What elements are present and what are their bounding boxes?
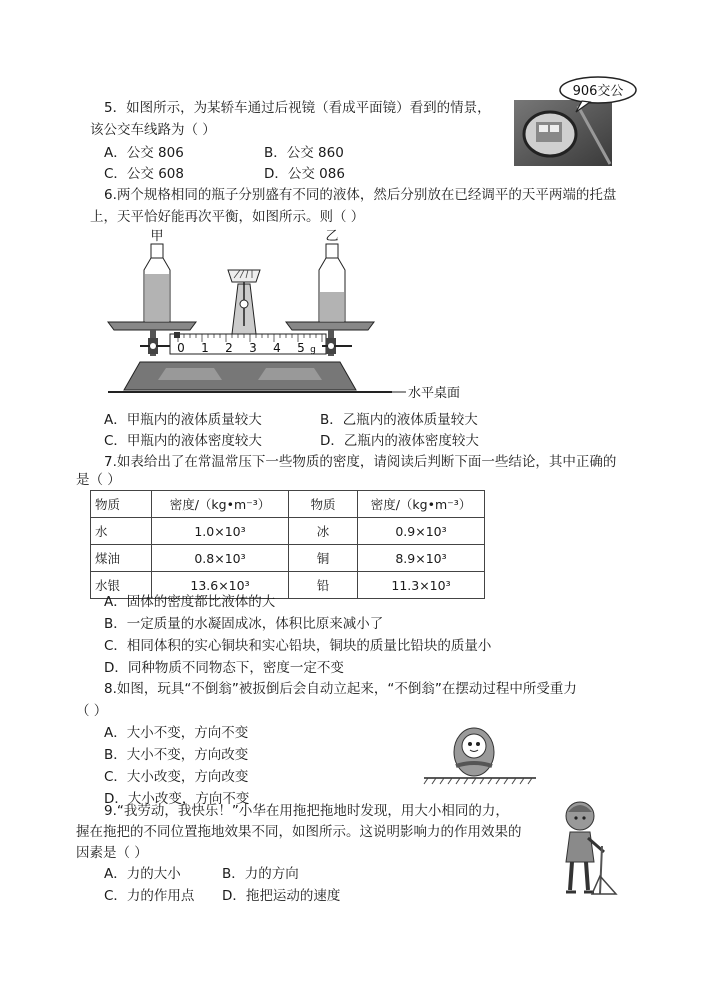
- scale-tick-3: 3: [249, 341, 257, 355]
- scale-tick-2: 2: [225, 341, 233, 355]
- q9-option-b[interactable]: B．力的方向: [222, 866, 299, 882]
- q5-stem-line1: 5．如图所示，为某轿车通过后视镜（看成平面镜）看到的情景，: [104, 100, 491, 116]
- table-cell: 水: [91, 518, 152, 545]
- rearview-mirror-figure: [512, 76, 638, 168]
- q8-stem-line1: 8.如图，玩具“不倒翁”被扳倒后会自动立起来，“不倒翁”在摆动过程中所受重力: [104, 681, 577, 697]
- header-cell: 密度/（kg•m⁻³）: [152, 491, 289, 518]
- q7-option-b[interactable]: B．一定质量的水凝固成冰，体积比原来减小了: [104, 616, 384, 632]
- q6-option-a[interactable]: A．甲瓶内的液体质量较大: [104, 412, 262, 428]
- table-row: [91, 545, 485, 572]
- table-cell: 铅: [289, 572, 358, 599]
- table-cell: 13.6×10³: [152, 572, 289, 599]
- bubble-text: 906交公: [572, 84, 624, 99]
- q9-stem-line1: 9.“我劳动，我快乐！”小华在用拖把拖地时发现，用大小相同的力，: [104, 803, 509, 819]
- q7-stem-line1: 7.如表给出了在常温常压下一些物质的密度，请阅读后判断下面一些结论，其中正确的: [104, 454, 617, 470]
- q5-option-a[interactable]: A．公交 806: [104, 145, 184, 161]
- q5-option-b[interactable]: B．公交 860: [264, 145, 344, 161]
- q6-option-b[interactable]: B．乙瓶内的液体质量较大: [320, 412, 478, 428]
- table-cell: 1.0×10³: [152, 518, 289, 545]
- q9-option-d[interactable]: D．拖把运动的速度: [222, 888, 341, 904]
- table-cell: 0.9×10³: [358, 518, 485, 545]
- table-cell: 冰: [289, 518, 358, 545]
- scale-tick-4: 4: [273, 341, 281, 355]
- table-cell: 8.9×10³: [358, 545, 485, 572]
- q9-stem-line2: 握在拖把的不同位置拖地效果不同，如图所示。这说明影响力的作用效果的: [76, 824, 522, 840]
- q6-option-d[interactable]: D．乙瓶内的液体密度较大: [320, 433, 479, 449]
- table-header-row: [91, 491, 485, 518]
- q7-stem-line2: 是（ ）: [76, 472, 121, 488]
- header-cell: 物质: [289, 491, 358, 518]
- header-cell: 密度/（kg•m⁻³）: [358, 491, 485, 518]
- bottle-left: [144, 244, 170, 322]
- mopping-girl-figure: [554, 798, 626, 902]
- q5-stem-line2: 该公交车线路为（ ）: [90, 122, 216, 138]
- q8-option-a[interactable]: A．大小不变，方向不变: [104, 725, 249, 741]
- scale-tick-0: 0: [177, 341, 185, 355]
- q7-option-c[interactable]: C．相同体积的实心铜块和实心铅块，铜块的质量比铅块的质量小: [104, 638, 492, 654]
- scale-tick-5: 5: [297, 341, 305, 355]
- table-surface-label: 水平桌面: [408, 386, 461, 401]
- density-table: [90, 490, 485, 599]
- table-cell: 水银: [91, 572, 152, 599]
- q7-option-a[interactable]: A．固体的密度都比液体的大: [104, 594, 276, 610]
- q5-option-c[interactable]: C．公交 608: [104, 166, 184, 182]
- q8-option-d[interactable]: D．大小改变，方向不变: [104, 791, 250, 807]
- table-row: [91, 518, 485, 545]
- q6-option-c[interactable]: C．甲瓶内的液体密度较大: [104, 433, 262, 449]
- tumbler-toy-figure: [420, 720, 540, 790]
- q9-stem-line3: 因素是（ ）: [76, 845, 148, 861]
- bottle-right-label: 乙: [325, 229, 339, 244]
- table-cell: 煤油: [91, 545, 152, 572]
- q8-option-b[interactable]: B．大小不变，方向改变: [104, 747, 249, 763]
- scale-tick-1: 1: [201, 341, 209, 355]
- table-cell: 11.3×10³: [358, 572, 485, 599]
- scale-unit: g: [310, 345, 316, 355]
- q9-option-a[interactable]: A．力的大小: [104, 866, 181, 882]
- q8-option-c[interactable]: C．大小改变，方向改变: [104, 769, 249, 785]
- bottle-left-label: 甲: [150, 229, 164, 244]
- q6-stem-line2: 上，天平恰好能再次平衡，如图所示。则（ ）: [90, 209, 365, 225]
- q9-option-c[interactable]: C．力的作用点: [104, 888, 195, 904]
- balance-figure: [100, 226, 480, 404]
- table-cell: 铜: [289, 545, 358, 572]
- table-cell: 0.8×10³: [152, 545, 289, 572]
- bottle-right: [319, 244, 345, 322]
- q5-option-d[interactable]: D．公交 086: [264, 166, 345, 182]
- header-cell: 物质: [91, 491, 152, 518]
- q8-stem-line2: （ ）: [76, 703, 108, 719]
- q7-option-d[interactable]: D．同种物质不同物态下，密度一定不变: [104, 660, 344, 676]
- q6-stem-line1: 6.两个规格相同的瓶子分别盛有不同的液体，然后分别放在已经调平的天平两端的托盘: [104, 187, 617, 203]
